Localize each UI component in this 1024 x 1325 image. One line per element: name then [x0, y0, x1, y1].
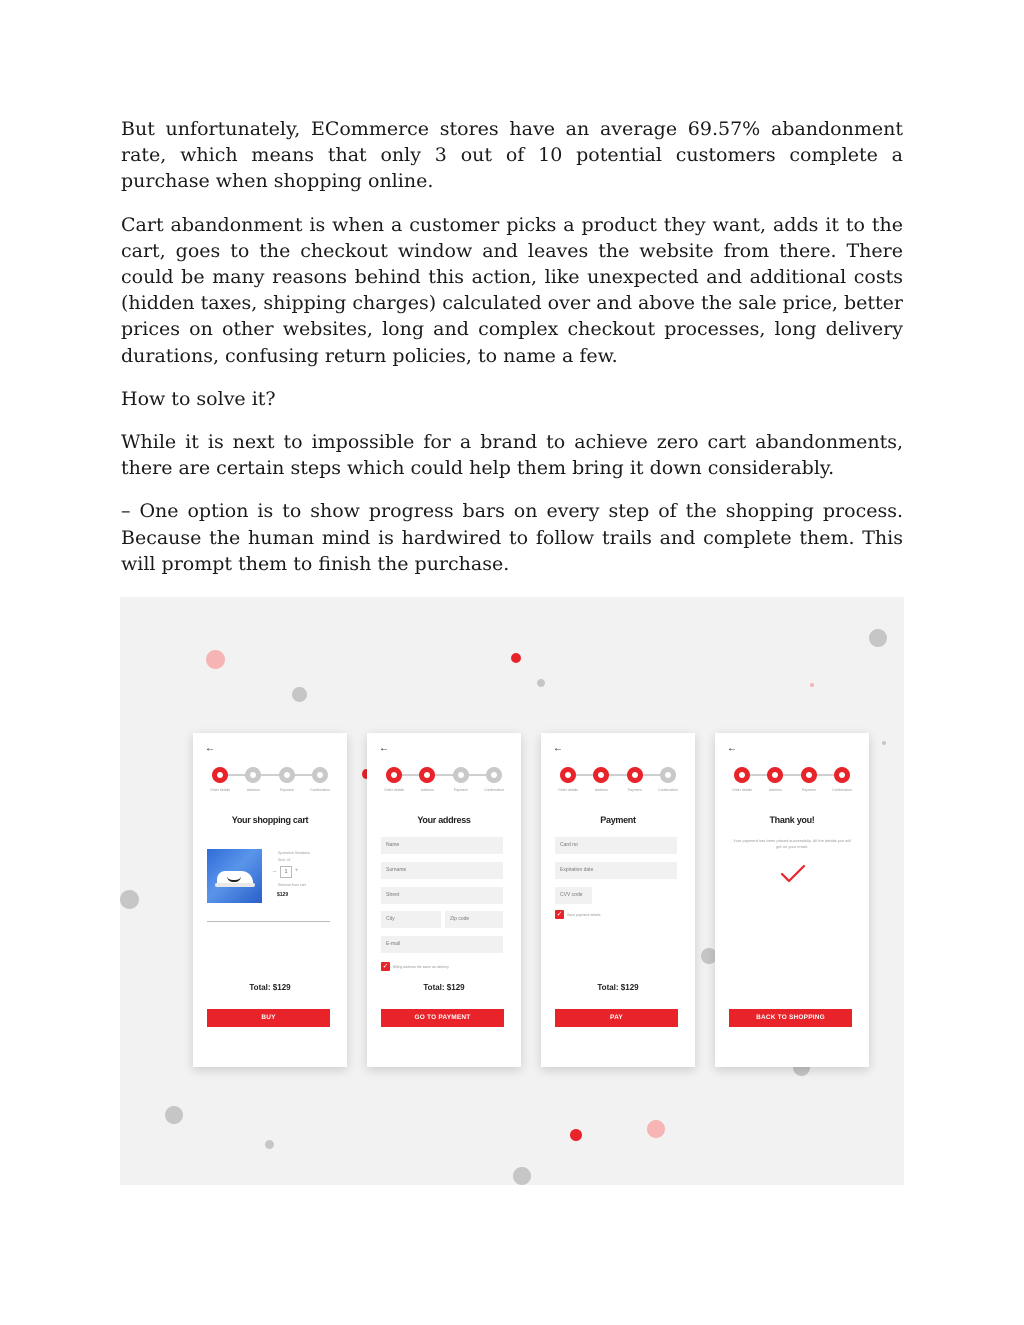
checkout-flow-illustration — [120, 597, 904, 1185]
step-label: Payment — [627, 788, 642, 792]
payment-screen — [541, 733, 695, 1067]
city-field[interactable]: City — [381, 911, 441, 928]
step-address — [419, 767, 435, 783]
step-label: Order details — [383, 788, 405, 792]
progress-line — [394, 774, 494, 776]
step-label: Address — [246, 788, 260, 792]
product-image — [207, 849, 262, 903]
arrow-left-icon[interactable]: ← — [379, 743, 389, 754]
buy-button[interactable]: BUY — [207, 1009, 330, 1027]
step-labels — [727, 788, 857, 792]
product-size: Size: 41 — [278, 858, 291, 862]
decorative-dot — [120, 890, 139, 909]
step-label: Confirmation — [310, 788, 330, 792]
arrow-left-icon[interactable]: ← — [727, 743, 737, 754]
minus-icon[interactable]: – — [273, 869, 277, 875]
step-confirmation — [834, 767, 850, 783]
step-label: Address — [420, 788, 434, 792]
payment-total: Total: $129 — [597, 983, 639, 992]
arrow-left-icon[interactable]: ← — [553, 743, 563, 754]
divider — [207, 921, 330, 922]
confirmation-message: Your payment has been placed successfully. All the details you will get on your email. — [733, 838, 851, 849]
step-payment — [279, 767, 295, 783]
screen-title: Your address — [417, 815, 471, 825]
decorative-dot — [810, 683, 814, 687]
step-address — [767, 767, 783, 783]
step-payment — [627, 767, 643, 783]
paragraph-abandonment-rate: But unfortunately, ECommerce stores have an average 69.57% abandonment rate, which means that only 3 out of 10 potential customers complete a purchase when shopping online. — [121, 118, 903, 193]
decorative-dot — [570, 1129, 582, 1141]
step-labels — [205, 788, 335, 792]
cvv-code-field[interactable]: CVV code — [555, 887, 592, 904]
billing-same-label: Billing address the same as delivery — [393, 965, 449, 969]
step-order-details — [212, 767, 228, 783]
screen-title: Thank you! — [769, 815, 815, 825]
expiration-date-field[interactable]: Expiration date — [555, 862, 677, 879]
quantity-stepper[interactable]: 1 — [280, 866, 292, 878]
step-address — [593, 767, 609, 783]
email-field[interactable]: E-mail — [381, 936, 503, 953]
paragraph-progress-bars: – One option is to show progress bars on every step of the shopping process. Because the human mind is hardwired to follow trails and complete them. This will prompt them to finish the purchase. — [121, 500, 903, 575]
progress-line — [220, 774, 320, 776]
address-total: Total: $129 — [423, 983, 465, 992]
back-to-shopping-button[interactable]: BACK TO SHOPPING — [729, 1009, 852, 1027]
step-label: Payment — [279, 788, 294, 792]
checkmark-icon — [779, 863, 807, 885]
decorative-dot — [292, 687, 307, 702]
go-to-payment-button[interactable]: GO TO PAYMENT — [381, 1009, 504, 1027]
plus-icon[interactable]: + — [295, 868, 299, 874]
paragraph-cart-abandonment-definition: Cart abandonment is when a customer picks a product they want, adds it to the cart, goes to the checkout window and leaves the website from there. There could be many reasons behind this action, like unexpected and additional costs (hidden taxes, shipping charges) calculated over and above the sale price, better prices on other websites, long and complex checkout processes, long delivery durations, confusing return policies, to name a few. — [121, 213, 903, 367]
save-payment-label: Save payment details — [567, 913, 601, 917]
cart-screen — [193, 733, 347, 1067]
product-name: Sportshoe Sneakers — [278, 851, 310, 855]
zip-code-field[interactable]: Zip code — [445, 911, 503, 928]
step-label: Confirmation — [658, 788, 678, 792]
step-label: Order details — [731, 788, 753, 792]
decorative-dot — [206, 650, 225, 669]
decorative-dot — [647, 1120, 665, 1138]
paragraph-reduce-abandonment: While it is next to impossible for a brand to achieve zero cart abandonments, there are certain steps which could help them bring it down considerably. — [121, 431, 903, 480]
decorative-dot — [265, 1140, 274, 1149]
step-order-details — [386, 767, 402, 783]
step-label: Address — [594, 788, 608, 792]
arrow-left-icon[interactable]: ← — [205, 743, 215, 754]
article-body — [121, 116, 903, 577]
pay-button[interactable]: PAY — [555, 1009, 678, 1027]
decorative-dot — [511, 653, 521, 663]
card-number-field[interactable]: Card no — [555, 837, 677, 854]
cart-total: Total: $129 — [249, 983, 291, 992]
step-confirmation — [660, 767, 676, 783]
step-address — [245, 767, 261, 783]
step-label: Order details — [557, 788, 579, 792]
step-label: Order details — [209, 788, 231, 792]
step-payment — [453, 767, 469, 783]
shoe-sole — [215, 883, 255, 887]
decorative-dot — [869, 629, 887, 647]
decorative-dot — [165, 1106, 183, 1124]
screen-title: Payment — [600, 815, 636, 825]
name-field[interactable]: Name — [381, 837, 503, 854]
step-label: Confirmation — [832, 788, 852, 792]
progress-steps — [560, 767, 676, 783]
screen-title: Your shopping cart — [231, 815, 309, 825]
step-confirmation — [312, 767, 328, 783]
remove-from-cart-link[interactable]: Remove from cart — [278, 883, 306, 887]
step-label: Payment — [801, 788, 816, 792]
step-order-details — [734, 767, 750, 783]
step-payment — [801, 767, 817, 783]
step-label: Confirmation — [484, 788, 504, 792]
decorative-dot — [882, 741, 886, 745]
paragraph-how-to-solve: How to solve it? — [121, 387, 276, 410]
surname-field[interactable]: Surname — [381, 862, 503, 879]
step-label: Payment — [453, 788, 468, 792]
step-order-details — [560, 767, 576, 783]
step-confirmation — [486, 767, 502, 783]
progress-steps — [386, 767, 502, 783]
billing-same-checkbox[interactable]: ✓ — [382, 963, 389, 970]
step-label: Address — [768, 788, 782, 792]
confirmation-screen — [715, 733, 869, 1067]
save-payment-checkbox[interactable]: ✓ — [556, 911, 563, 918]
step-labels — [553, 788, 683, 792]
decorative-dot — [537, 679, 545, 687]
address-screen — [367, 733, 521, 1067]
step-labels — [379, 788, 509, 792]
progress-line — [742, 774, 842, 776]
progress-steps — [212, 767, 328, 783]
progress-line — [568, 774, 668, 776]
product-price: $129 — [277, 892, 289, 898]
progress-steps — [734, 767, 850, 783]
street-field[interactable]: Street — [381, 887, 503, 904]
decorative-dot — [513, 1167, 531, 1185]
